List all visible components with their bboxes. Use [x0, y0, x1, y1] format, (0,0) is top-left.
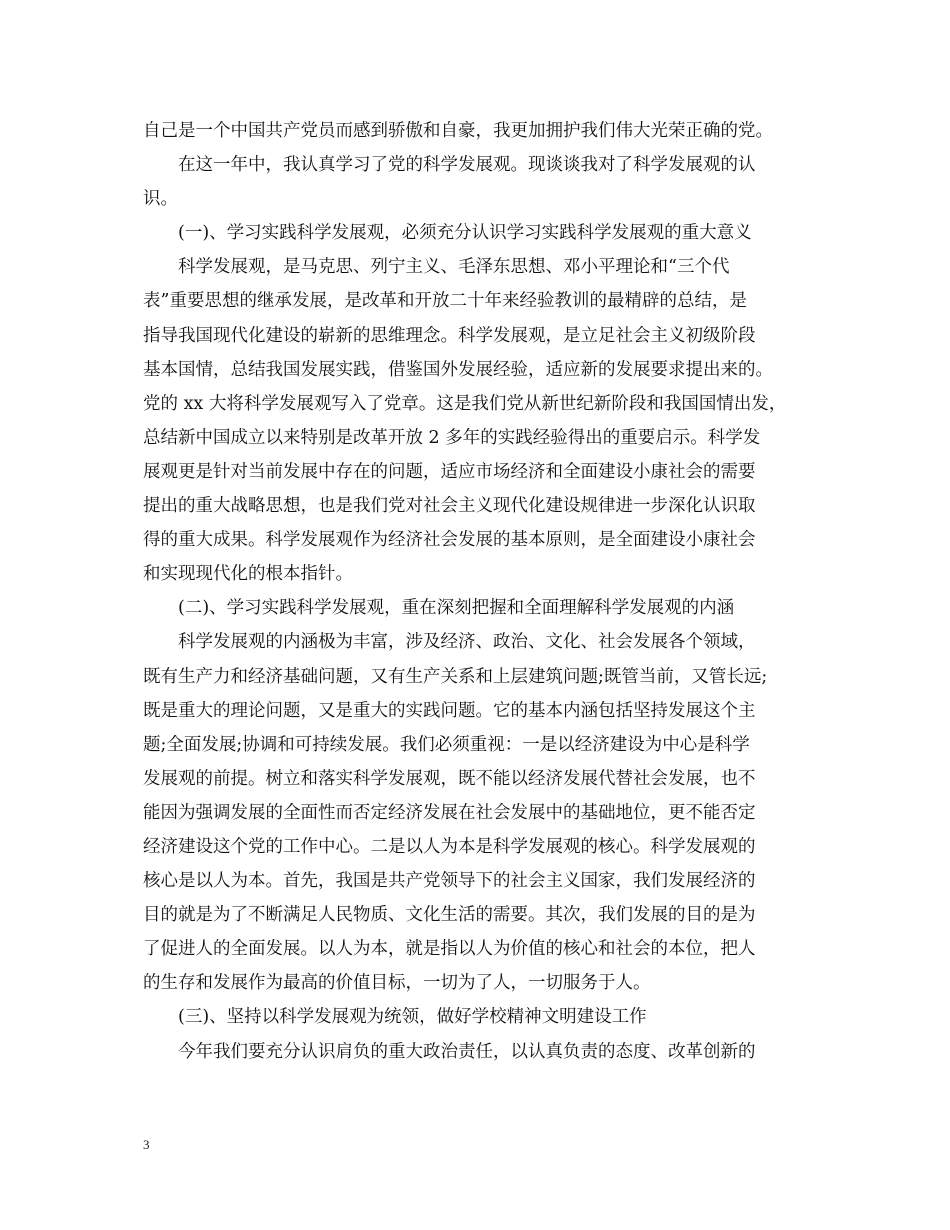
page-number: 3 — [143, 1137, 150, 1152]
text-line: 和实现现代化的根本指针。 — [143, 564, 353, 585]
text-line: 发展观的前提。树立和落实科学发展观，既不能以经济发展代替社会发展，也不 — [143, 768, 756, 789]
text-line: 核心是以人为本。首先，我国是共产党领导下的社会主义国家，我们发展经济的 — [143, 871, 756, 892]
text-line: 能因为强调发展的全面性而否定经济发展在社会发展中的基础地位，更不能否定 — [143, 802, 756, 823]
text-line: (二)、学习实践科学发展观，重在深刻把握和全面理解科学发展观的内涵 — [178, 598, 735, 619]
text-line: 经济建设这个党的工作中心。二是以人为本是科学发展观的核心。科学发展观的 — [143, 836, 756, 857]
text-line: 基本国情，总结我国发展实践，借鉴国外发展经验，适应新的发展要求提出来的。 — [143, 359, 773, 380]
text-line: 目的就是为了不断满足人民物质、文化生活的需要。其次，我们发展的目的是为 — [143, 905, 756, 926]
text-line: 的生存和发展作为最高的价值目标，一切为了人，一切服务于人。 — [143, 973, 651, 994]
text-line: 题;全面发展;协调和可持续发展。我们必须重视：一是以经济建设为中心是科学 — [143, 734, 750, 755]
text-line: 在这一年中，我认真学习了党的科学发展观。现谈谈我对了科学发展观的认 — [178, 155, 756, 176]
text-line: 科学发展观，是马克思、列宁主义、毛泽东思想、邓小平理论和“三个代 — [178, 257, 730, 278]
text-line: 指导我国现代化建设的崭新的思维理念。科学发展观，是立足社会主义初级阶段 — [143, 325, 756, 346]
text-line: 得的重大成果。科学发展观作为经济社会发展的基本原则，是全面建设小康社会 — [143, 530, 756, 551]
text-line: 提出的重大战略思想，也是我们党对社会主义现代化建设规律进一步深化认识取 — [143, 496, 756, 517]
text-line: 既有生产力和经济基础问题，又有生产关系和上层建筑问题;既管当前，又管长远; — [143, 666, 768, 687]
text-line: (三)、坚持以科学发展观为统领，做好学校精神文明建设工作 — [178, 1007, 647, 1028]
text-line: 自己是一个中国共产党员而感到骄傲和自豪，我更加拥护我们伟大光荣正确的党。 — [143, 121, 773, 141]
text-line: (一)、学习实践科学发展观，必须充分认识学习实践科学发展观的重大意义 — [178, 223, 752, 244]
text-line: 识。 — [143, 189, 178, 210]
text-line: 表”重要思想的继承发展，是改革和开放二十年来经验教训的最精辟的总结，是 — [143, 291, 747, 312]
text-line: 党的 xx 大将科学发展观写入了党章。这是我们党从新世纪新阶段和我国国情出发， — [143, 393, 787, 414]
text-line: 总结新中国成立以来特别是改革开放 2 多年的实践经验得出的重要启示。科学发 — [143, 427, 761, 448]
document-body — [143, 114, 811, 1069]
text-line: 今年我们要充分认识肩负的重大政治责任，以认真负责的态度、改革创新的 — [178, 1041, 756, 1062]
text-line: 了促进人的全面发展。以人为本，就是指以人为价值的核心和社会的本位，把人 — [143, 939, 756, 960]
text-line: 展观更是针对当前发展中存在的问题，适应市场经济和全面建设小康社会的需要 — [143, 461, 756, 482]
text-line: 科学发展观的内涵极为丰富，涉及经济、政治、文化、社会发展各个领域， — [178, 632, 756, 653]
text-line: 既是重大的理论问题，又是重大的实践问题。它的基本内涵包括坚持发展这个主 — [143, 700, 756, 721]
